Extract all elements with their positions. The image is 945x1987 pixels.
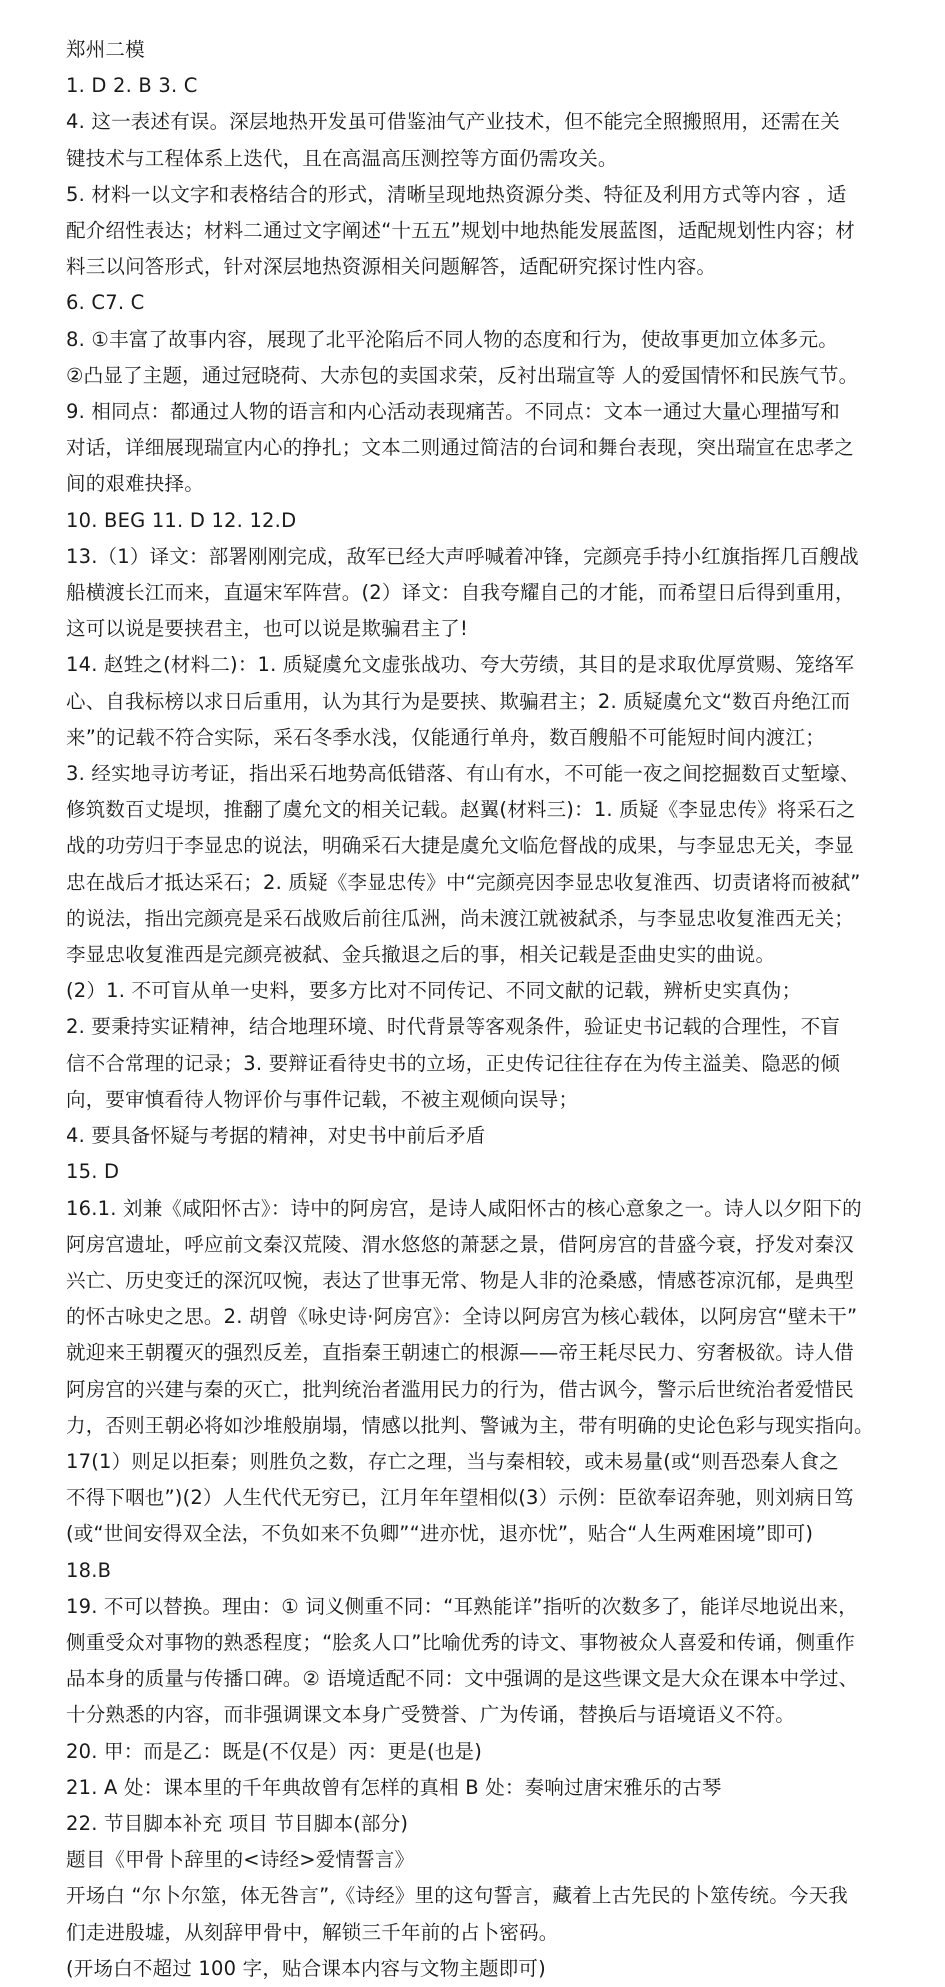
text-line: 兴亡、历史变迁的深沉叹惋，表达了世事无常、物是人非的沧桑感，情感苍凉沉郁，是典型 [66, 1268, 855, 1292]
text-line: 忠在战后才抵达采石；2. 质疑《李显忠传》中“完颜亮因李显忠收复淮西、切责诸将而被弑” [66, 870, 861, 894]
text-line: 17(1）则足以拒秦；则胜负之数，存亡之理，当与秦相较，或未易量(或“则吾恐秦人食之 [66, 1449, 839, 1473]
text-line: 4. 这一表述有误。深层地热开发虽可借鉴油气产业技术，但不能完全照搬照用，还需在关 [66, 110, 841, 134]
text-line: 战的功劳归于李显忠的说法，明确采石大捷是虞允文临危督战的成果，与李显忠无关，李显 [66, 834, 855, 858]
text-line: 侧重受众对事物的熟悉程度；“脍炙人口”比喻优秀的诗文、事物被众人喜爱和传诵，侧重作 [66, 1630, 855, 1654]
text-line: 的怀古咏史之思。2. 胡曾《咏史诗·阿房宫》：全诗以阿房宫为核心载体，以阿房宫“壁未干” [66, 1305, 858, 1329]
text-line: 10. BEG 11. D 12. 12.D [66, 508, 297, 532]
text-line: 船横渡长江而来，直逼宋军阵营。(2）译文：自我夸耀自己的才能，而希望日后得到重用， [66, 581, 855, 605]
text-line: 题目《甲骨卜辞里的<诗经>爱情誓言》 [66, 1848, 415, 1872]
text-line: 13.（1）译文：部署刚刚完成，敌军已经大声呼喊着冲锋，完颜亮手持小红旗指挥几百艘战 [66, 544, 859, 568]
text-line: 信不合常理的记录；3. 要辩证看待史书的立场，正史传记往往存在为传主溢美、隐恶的倾 [66, 1051, 841, 1075]
text-line: 这可以说是要挟君主，也可以说是欺骗君主了! [66, 617, 469, 641]
text-line: 16.1. 刘兼《咸阳怀古》：诗中的阿房宫，是诗人咸阳怀古的核心意象之一。诗人以夕阳下的 [66, 1196, 862, 1220]
text-line: 来”的记载不符合实际，采石冬季水浅，仅能通行单舟，数百艘船不可能短时间内渡江； [66, 725, 825, 749]
text-line: 心、自我标榜以求日后重用，认为其行为是要挟、欺骗君主；2. 质疑虞允文“数百舟绝江而 [66, 689, 851, 713]
text-line: 6. C7. C [66, 291, 145, 315]
text-line: 修筑数百丈堤坝，推翻了虞允文的相关记载。赵翼(材料三)：1. 质疑《李显忠传》将采石之 [66, 798, 856, 822]
text-line: 十分熟悉的内容，而非强调课文本身广受赞誉、广为传诵，替换后与语境语义不符。 [66, 1703, 795, 1727]
text-line: 18.B [66, 1558, 112, 1582]
text-line: (开场白不超过 100 字，贴合课本内容与文物主题即可) [66, 1956, 546, 1980]
document-body [66, 68, 891, 1987]
text-line: 配介绍性表达；材料二通过文字阐述“十五五”规划中地热能发展蓝图，适配规划性内容；材 [66, 219, 855, 243]
text-line: 们走进殷墟，从刻辞甲骨中，解锁三千年前的占卜密码。 [66, 1920, 559, 1944]
text-line: 4. 要具备怀疑与考据的精神，对史书中前后矛盾 [66, 1124, 486, 1148]
text-line: 品本身的质量与传播口碑。② 语境适配不同：文中强调的是这些课文是大众在课本中学过、 [66, 1667, 859, 1691]
text-line: 19. 不可以替换。理由：① 词义侧重不同：“耳熟能详”指听的次数多了，能详尽地说出来， [66, 1594, 858, 1618]
text-line: 开场白 “尔卜尔筮，体无咎言”,《诗经》里的这句誓言，藏着上古先民的卜筮传统。今天我 [66, 1884, 849, 1908]
text-line: 5. 材料一以文字和表格结合的形式，清晰呈现地热资源分类、特征及利用方式等内容 ，适 [66, 182, 847, 206]
text-line: 间的艰难抉择。 [66, 472, 204, 496]
text-line: 2. 要秉持实证精神，结合地理环境、时代背景等客观条件，验证史书记载的合理性，不盲 [66, 1015, 841, 1039]
text-line: 力，否则王朝必将如沙堆般崩塌，情感以批判、警诫为主，带有明确的史论色彩与现实指向。 [66, 1413, 874, 1437]
text-line: 9. 相同点：都通过人物的语言和内心活动表现痛苦。不同点：文本一通过大量心理描写和 [66, 400, 841, 424]
text-line: 李显忠收复淮西是完颜亮被弑、金兵撤退之后的事，相关记载是歪曲史实的曲说。 [66, 943, 776, 967]
text-line: 15. D [66, 1160, 120, 1184]
text-line: 阿房宫的兴建与秦的灭亡，批判统治者滥用民力的行为，借古讽今，警示后世统治者爱惜民 [66, 1377, 855, 1401]
text-line: 就迎来王朝覆灭的强烈反差，直指秦王朝速亡的根源——帝王耗尽民力、穷奢极欲。诗人借 [66, 1341, 855, 1365]
text-line: ②凸显了主题，通过冠晓荷、大赤包的卖国求荣，反衬出瑞宣等 人的爱国情怀和民族气节。 [66, 363, 859, 387]
text-line: 1. D 2. B 3. C [66, 74, 198, 98]
text-line: 22. 节目脚本补充 项目 节目脚本(部分) [66, 1811, 409, 1835]
document-title: 郑州二模 [66, 38, 145, 61]
text-line: (2）1. 不可盲从单一史料，要多方比对不同传记、不同文献的记载，辨析史实真伪； [66, 979, 802, 1003]
text-line: 对话，详细展现瑞宣内心的挣扎；文本二则通过简洁的台词和舞台表现，突出瑞宣在忠孝之 [66, 436, 855, 460]
text-line: (或“世间安得双全法，不负如来不负卿”“进亦忧，退亦忧”，贴合“人生两难困境”即可) [66, 1522, 814, 1546]
text-line: 向，要审慎看待人物评价与事件记载，不被主观倾向误导； [66, 1087, 579, 1111]
text-line: 键技术与工程体系上迭代，且在高温高压测控等方面仍需攻关。 [66, 146, 618, 170]
text-line: 3. 经实地寻访考证，指出采石地势高低错落、有山有水，不可能一夜之间挖掘数百丈堑壕、 [66, 762, 860, 786]
text-line: 的说法，指出完颜亮是采石战败后前往瓜洲，尚未渡江就被弑杀，与李显忠收复淮西无关； [66, 906, 855, 930]
text-line: 20. 甲：而是乙：既是(不仅是）丙：更是(也是) [66, 1739, 483, 1763]
text-line: 不得下咽也”)(2）人生代代无穷已，江月年年望相似(3）示例：臣欲奉诏奔驰，则刘病日笃 [66, 1486, 854, 1510]
text-line: 8. ①丰富了故事内容，展现了北平沦陷后不同人物的态度和行为，使故事更加立体多元。 [66, 327, 838, 351]
text-line: 阿房宫遗址，呼应前文秦汉荒陵、渭水悠悠的萧瑟之景，借阿房宫的昔盛今衰，抒发对秦汉 [66, 1232, 855, 1256]
text-line: 料三以问答形式，针对深层地热资源相关问题解答，适配研究探讨性内容。 [66, 255, 717, 279]
text-line: 14. 赵甡之(材料二)：1. 质疑虞允文虚张战功、夸大劳绩，其目的是求取优厚赏赐、笼络军 [66, 653, 855, 677]
text-line: 21. A 处：课本里的千年典故曾有怎样的真相 B 处：奏响过唐宋雅乐的古琴 [66, 1775, 722, 1799]
